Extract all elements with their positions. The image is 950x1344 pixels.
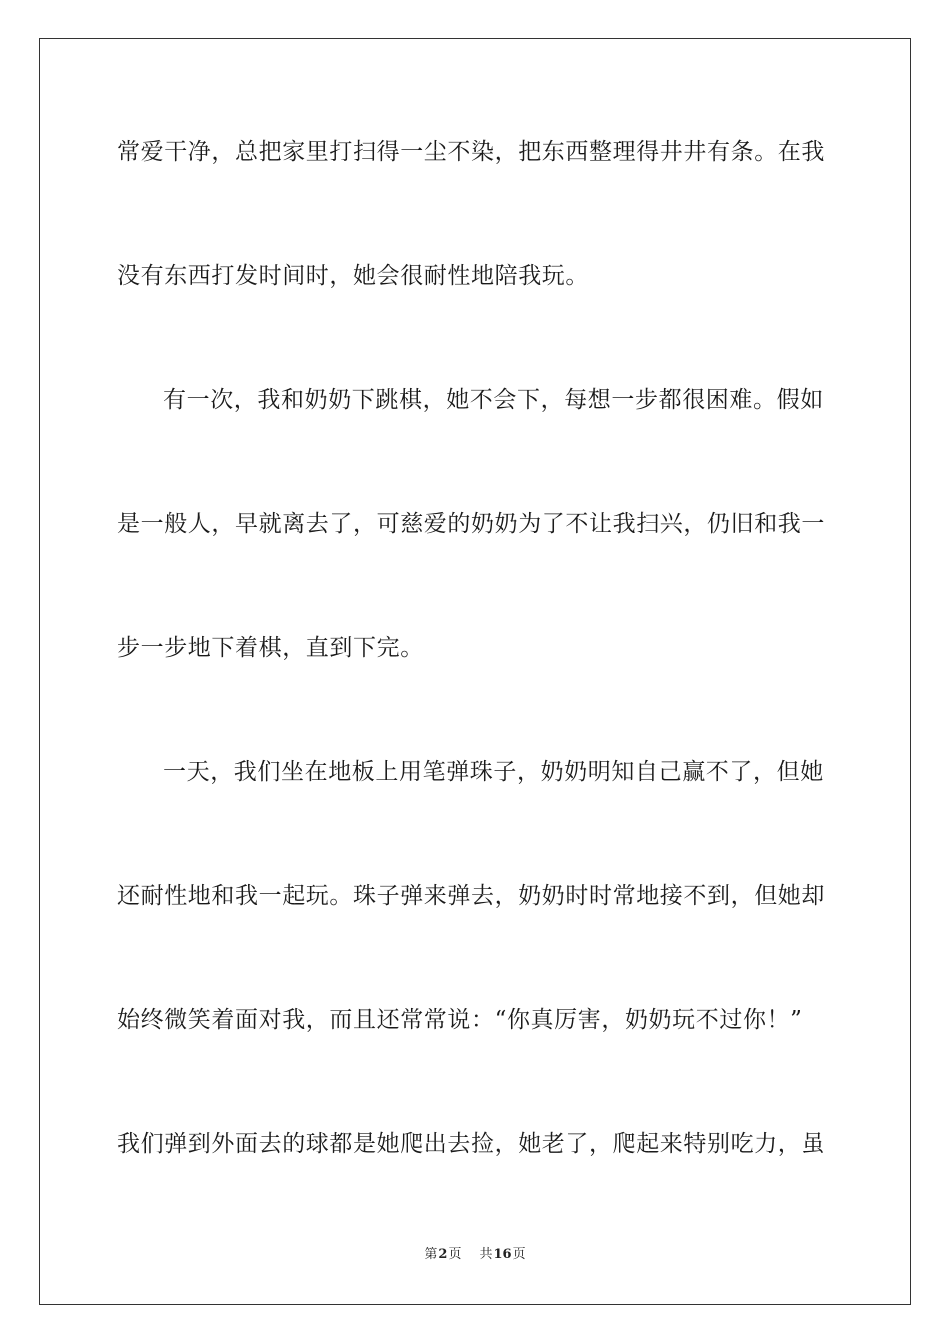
text-line-1: 常爱干净，总把家里打扫得一尘不染，把东西整理得井井有条。在我 bbox=[117, 139, 825, 165]
text-line-8: 始终微笑着面对我，而且还常常说：“你真厉害，奶奶玩不过你！” bbox=[117, 1007, 803, 1033]
footer-page-number: 2 bbox=[438, 1247, 448, 1262]
text-line-9: 我们弹到外面去的球都是她爬出去捡，她老了，爬起来特别吃力，虽 bbox=[117, 1131, 825, 1157]
footer-page-suffix: 页 bbox=[448, 1247, 462, 1262]
footer-total-prefix: 共 bbox=[479, 1247, 493, 1262]
footer-page-prefix: 第 bbox=[424, 1247, 438, 1262]
page-footer bbox=[0, 1246, 950, 1264]
text-line-5: 步一步地下着棋，直到下完。 bbox=[117, 635, 424, 661]
text-line-3: 有一次，我和奶奶下跳棋，她不会下，每想一步都很困难。假如 bbox=[163, 387, 824, 413]
text-line-6: 一天，我们坐在地板上用笔弹珠子，奶奶明知自己赢不了，但她 bbox=[163, 759, 824, 785]
text-line-4: 是一般人，早就离去了，可慈爱的奶奶为了不让我扫兴，仍旧和我一 bbox=[117, 511, 825, 537]
footer-total-suffix: 页 bbox=[512, 1247, 526, 1262]
text-line-7: 还耐性地和我一起玩。珠子弹来弹去，奶奶时时常地接不到，但她却 bbox=[117, 883, 825, 909]
text-line-2: 没有东西打发时间时，她会很耐性地陪我玩。 bbox=[117, 263, 589, 289]
page-border bbox=[39, 38, 911, 1305]
footer-total-number: 16 bbox=[493, 1247, 512, 1262]
